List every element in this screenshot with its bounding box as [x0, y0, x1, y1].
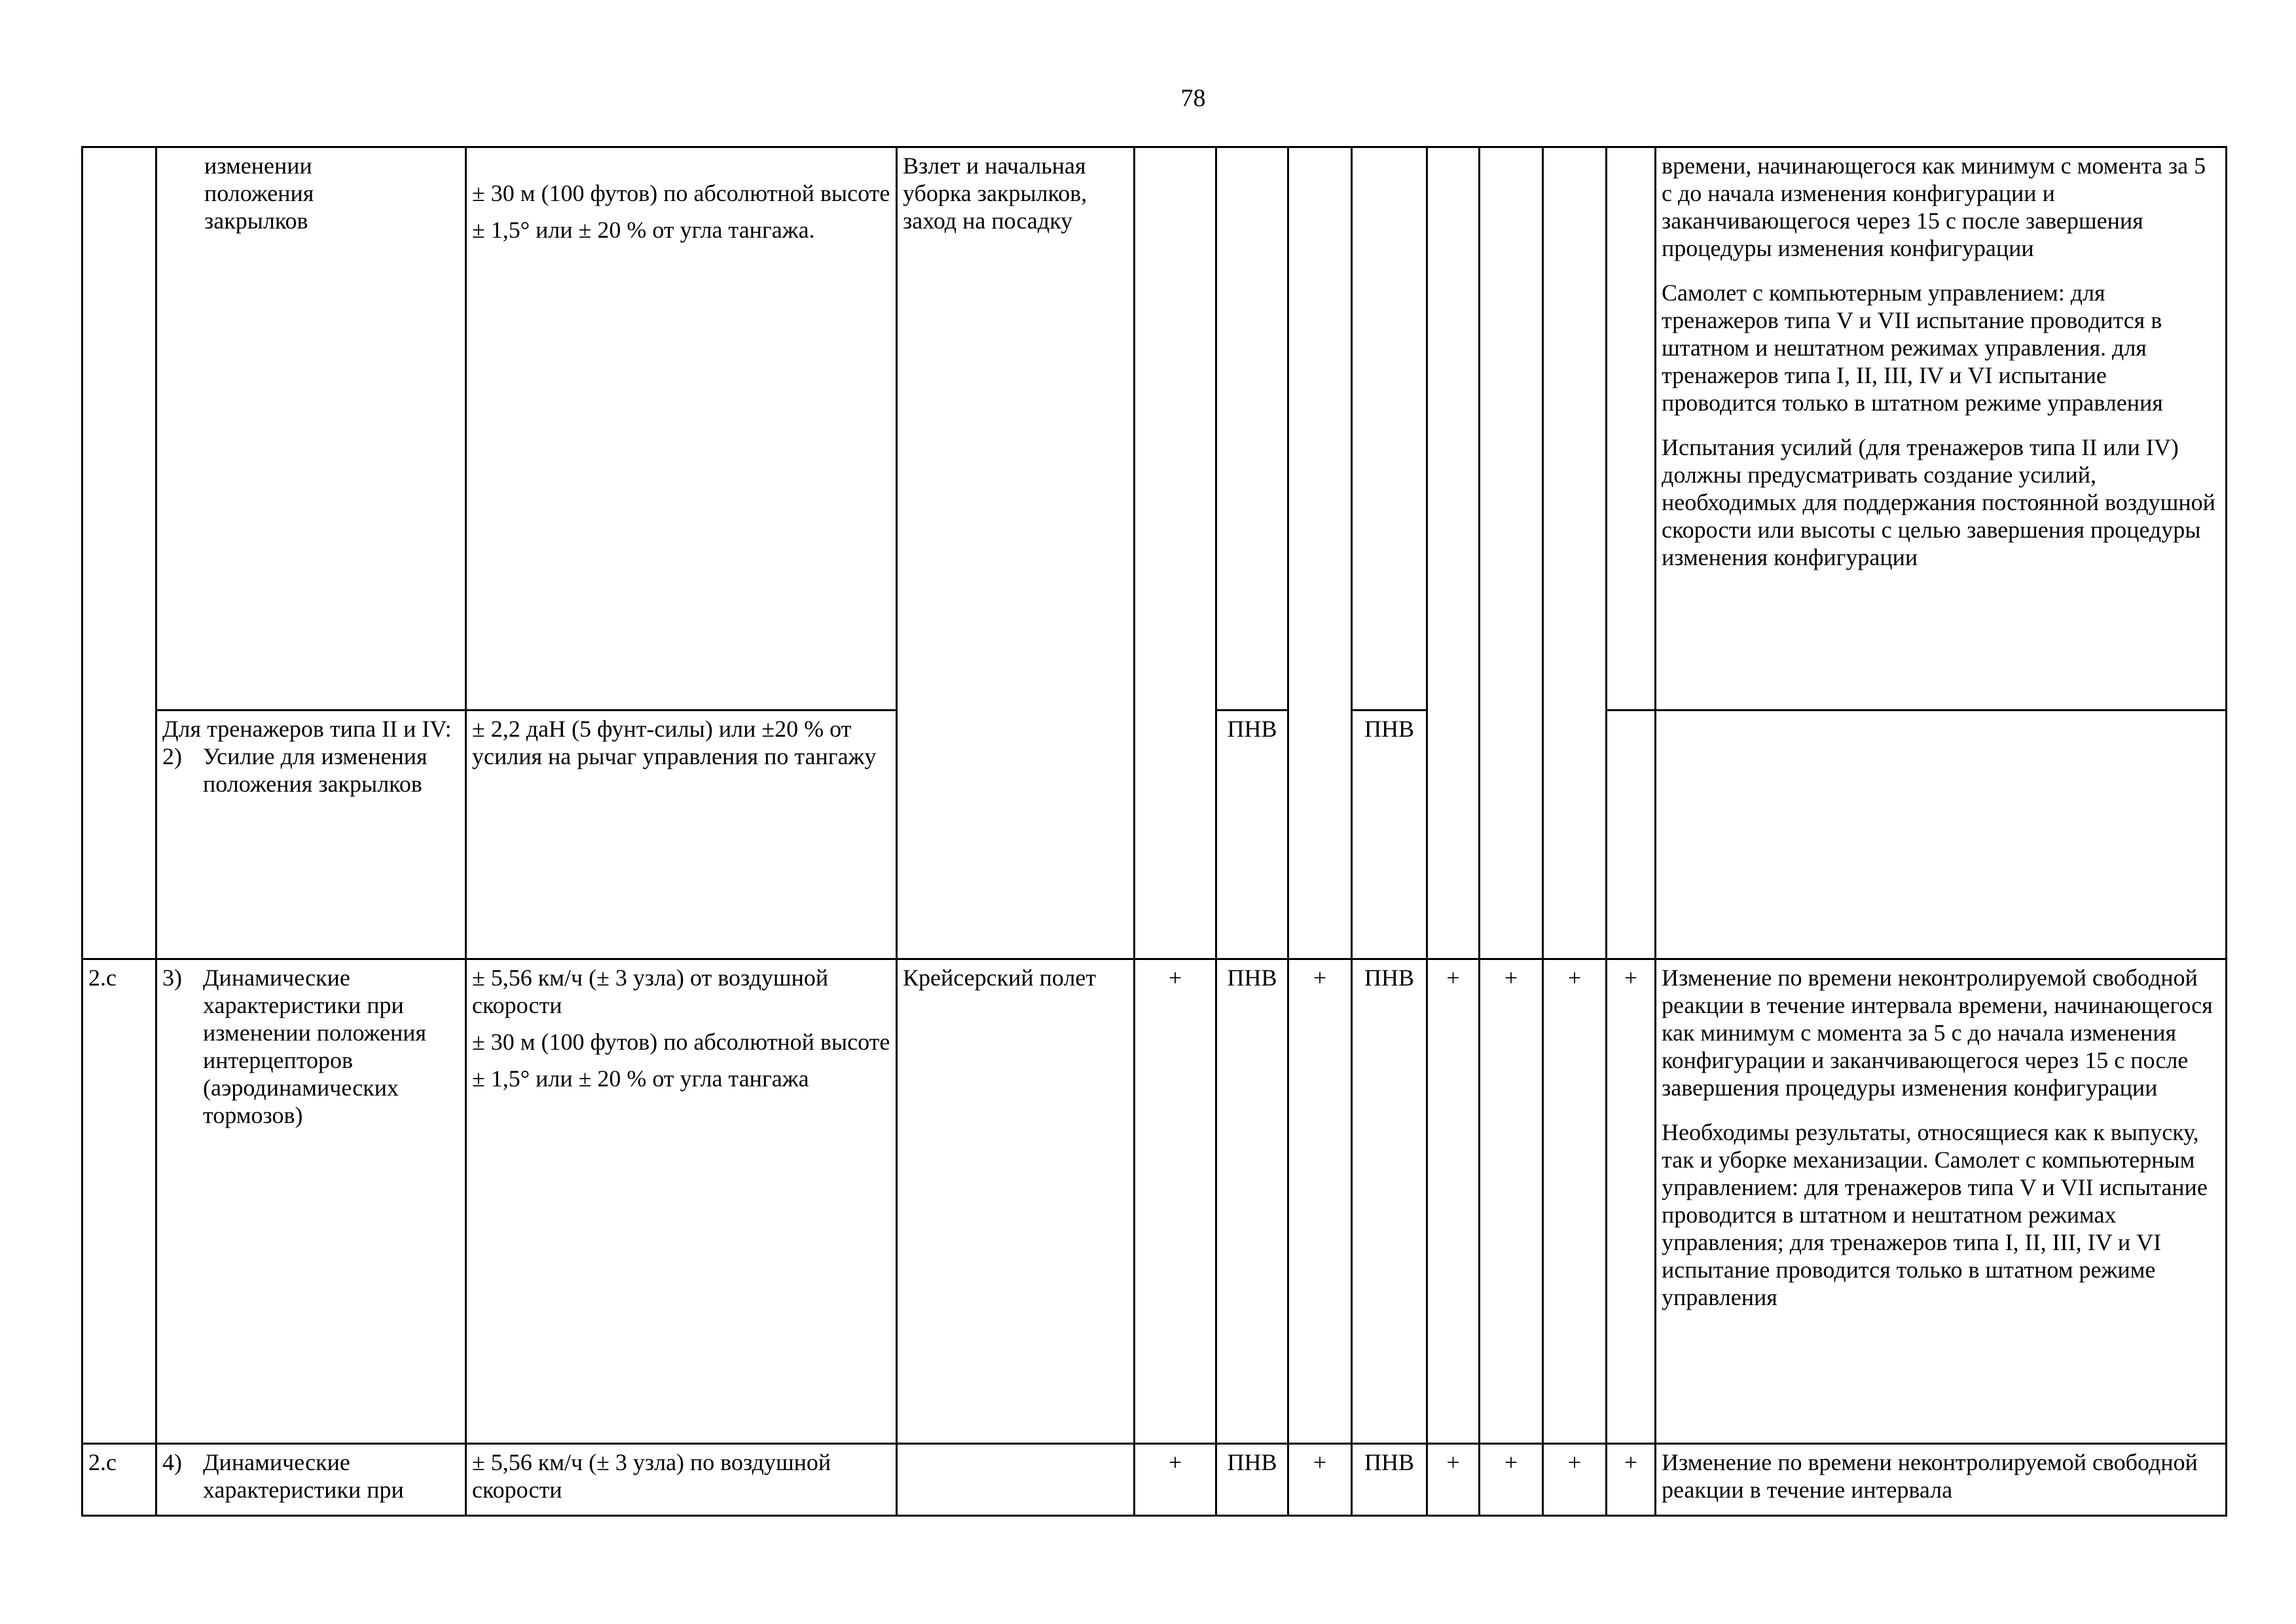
mark-cell — [1216, 147, 1288, 710]
comment-text: времени, начинающегося как минимум с момента за 5 с до начала изменения конфигурации и заканчивающегося через 15 с после завершения процедуры изменения конфигурации — [1662, 153, 2206, 261]
mark-cell — [1352, 147, 1427, 710]
flight-condition-cell: Взлет и начальная уборка закрылков, заход на посадку — [897, 147, 1135, 959]
parameter-text: Динамические характеристики при изменении положения интерцепторов (аэродинамических тормозов) — [203, 965, 427, 1128]
comment-text: Необходимы результаты, относящиеся как к выпуску, так и уборке механизации. Самолет с компьютерным управлением: для тренажеров типа V и VII испытание проводится в штатном и нештатном режимах управления; для тренажеров типа I, II, III, IV и VI испытание проводится только в штатном режиме управления — [1662, 1119, 2208, 1310]
flight-condition-cell: Крейсерский полет — [897, 959, 1135, 1444]
comment-text: Изменение по времени неконтролируемой свободной реакции в течение интервала — [1662, 1449, 2198, 1503]
tolerance-text: ± 5,56 км/ч (± 3 узла) от воздушной скорости — [472, 965, 829, 1018]
tolerance-text: ± 2,2 даН (5 фунт-силы) или ±20 % от усилия на рычаг управления по тангажу — [472, 716, 877, 769]
page-number: 78 — [1180, 84, 1206, 112]
mark-cell: + — [1480, 959, 1543, 1444]
parameter-text: Усилие для изменения положения закрылков — [203, 743, 428, 797]
mark-cell: + — [1135, 959, 1216, 1444]
row-id-cell — [82, 147, 156, 959]
mark-cell: + — [1543, 1444, 1607, 1516]
requirements-table — [81, 146, 2227, 1517]
tolerance-text: ± 30 м (100 футов) по абсолютной высоте — [472, 1029, 890, 1055]
parameter-intro: Для тренажеров типа II и IV: — [162, 716, 452, 742]
mark-cell — [1135, 147, 1216, 959]
tolerance-text: ± 30 м (100 футов) по абсолютной высоте — [472, 180, 890, 206]
comment-cell — [1656, 710, 2227, 959]
mark-cell: ПНВ — [1216, 1444, 1288, 1516]
mark-cell: ПНВ — [1352, 959, 1427, 1444]
mark-cell: ПНВ — [1216, 710, 1288, 959]
comment-text: Изменение по времени неконтролируемой свободной реакции в течение интервала времени, начинающегося как минимум с момента за 5 с до начала изменения конфигурации и заканчивающегося через 15 с после завершения процедуры изменения конфигурации — [1662, 965, 2213, 1101]
mark-cell: ПНВ — [1352, 1444, 1427, 1516]
mark-cell: + — [1135, 1444, 1216, 1516]
mark-cell: ПНВ — [1216, 959, 1288, 1444]
tolerance-text: ± 5,56 км/ч (± 3 узла) по воздушной скорости — [472, 1449, 831, 1503]
comment-cell — [1656, 1444, 2227, 1516]
comment-cell — [1656, 959, 2227, 1444]
mark-cell: + — [1288, 959, 1352, 1444]
table-row — [82, 1444, 2227, 1516]
tolerance-cell — [466, 147, 897, 710]
table-row — [82, 959, 2227, 1444]
mark-cell: ПНВ — [1352, 710, 1427, 959]
tolerance-cell — [466, 1444, 897, 1516]
row-id-cell: 2.c — [82, 1444, 156, 1516]
mark-cell: + — [1427, 959, 1480, 1444]
parameter-number: 3) — [162, 965, 182, 991]
tolerance-text: ± 1,5° или ± 20 % от угла тангажа. — [472, 217, 815, 243]
parameter-cell — [156, 710, 466, 959]
tolerance-text: ± 1,5° или ± 20 % от угла тангажа — [472, 1065, 809, 1092]
mark-cell — [1543, 147, 1607, 959]
mark-cell — [1288, 147, 1352, 959]
parameter-line: изменении — [204, 153, 312, 179]
table-row — [82, 147, 2227, 710]
parameter-cell — [156, 147, 466, 710]
parameter-number: 4) — [162, 1449, 182, 1475]
mark-cell: + — [1607, 959, 1656, 1444]
mark-cell — [1480, 147, 1543, 959]
mark-cell — [1427, 147, 1480, 959]
parameter-line: положения — [204, 180, 314, 206]
tolerance-cell — [466, 710, 897, 959]
flight-condition-cell — [897, 1444, 1135, 1516]
comment-cell — [1656, 147, 2227, 710]
mark-cell: + — [1543, 959, 1607, 1444]
comment-text: Испытания усилий (для тренажеров типа II или IV) должны предусматривать создание усилий, необходимых для поддержания постоянной воздушной скорости или высоты с целью завершения процедуры изменения конфигурации — [1662, 434, 2215, 570]
mark-cell — [1607, 710, 1656, 959]
row-id-cell: 2.c — [82, 959, 156, 1444]
mark-cell: + — [1607, 1444, 1656, 1516]
mark-cell: + — [1480, 1444, 1543, 1516]
parameter-cell — [156, 1444, 466, 1516]
comment-text: Самолет с компьютерным управлением: для тренажеров типа V и VII испытание проводится в штатном и нештатном режимах управления. для тренажеров типа I, II, III, IV и VI испытание проводится только в штатном режиме управления — [1662, 280, 2163, 416]
parameter-text: Динамические характеристики при — [203, 1449, 404, 1503]
mark-cell: + — [1427, 1444, 1480, 1516]
parameter-line: закрылков — [204, 208, 308, 234]
mark-cell — [1607, 147, 1656, 710]
parameter-cell — [156, 959, 466, 1444]
tolerance-cell — [466, 959, 897, 1444]
mark-cell: + — [1288, 1444, 1352, 1516]
parameter-number: 2) — [162, 743, 182, 769]
